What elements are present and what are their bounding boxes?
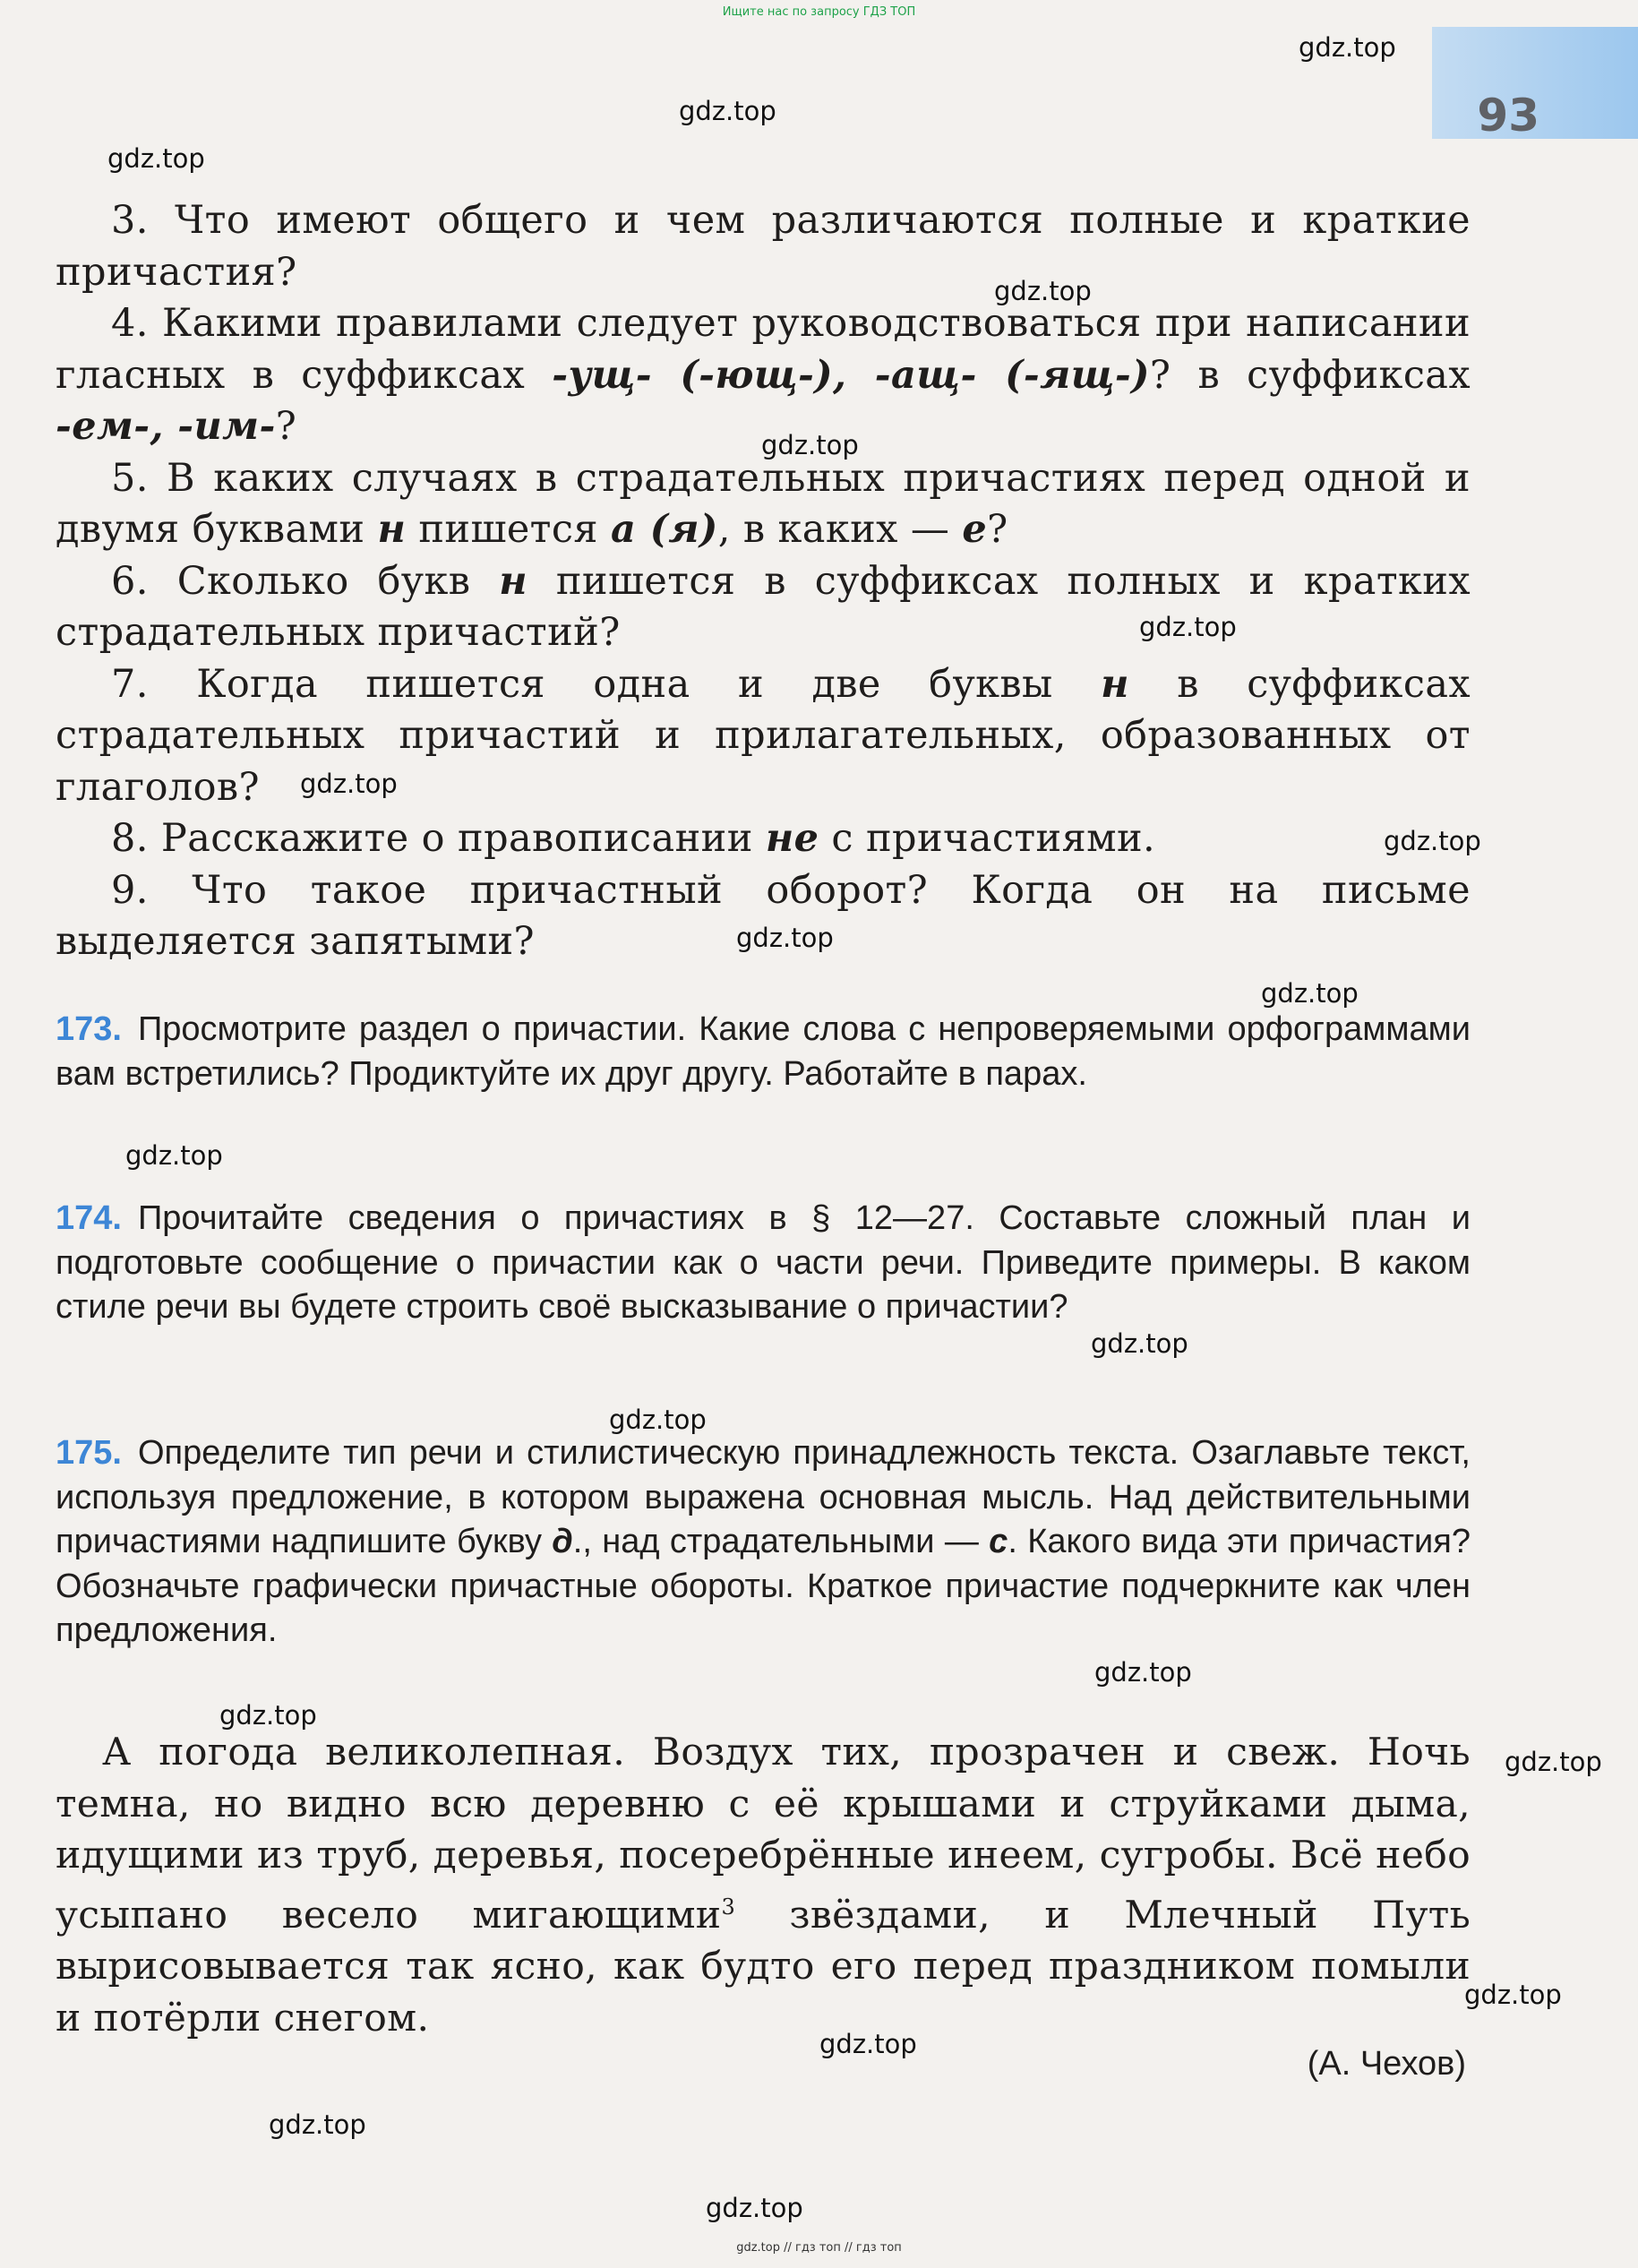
watermark: gdz.top (107, 143, 205, 174)
watermark: gdz.top (819, 2029, 917, 2059)
watermark: gdz.top (1299, 32, 1396, 63)
top-banner: Ищите нас по запросу ГДЗ ТОП (722, 5, 916, 19)
task-number: 175. (56, 1434, 122, 1472)
task-number: 174. (56, 1199, 122, 1237)
watermark: gdz.top (1139, 612, 1237, 642)
question-8: 8. Расскажите о правописании не с причастиями. (111, 816, 1156, 861)
watermark: gdz.top (761, 430, 859, 460)
watermark: gdz.top (1261, 978, 1359, 1009)
watermark: gdz.top (300, 769, 398, 799)
task-173: 173. Просмотрите раздел о причастии. Какие слова с непроверяемыми орфограммами вам встретились? Продиктуйте их друг другу. Работайте в парах. (56, 1010, 1471, 1093)
watermark: gdz.top (1094, 1657, 1192, 1688)
question-7: 7. Когда пишется одна и две буквы н в суффиксах страдательных причастий и прилагательных, образованных от глаголов? (56, 661, 1471, 810)
watermark: gdz.top (125, 1140, 223, 1171)
question-3: 3. Что имеют общего и чем различаются полные и краткие причастия? (56, 198, 1471, 295)
question-6: 6. Сколько букв н пишется в суффиксах полных и кратких страдательных причастий? (56, 558, 1471, 655)
watermark: gdz.top (1091, 1328, 1188, 1359)
watermark: gdz.top (1464, 1980, 1562, 2010)
footnote-mark: 3 (721, 1894, 736, 1920)
watermark: gdz.top (736, 923, 834, 953)
question-9: 9. Что такое причастный оборот? Когда он на письме выделяется запятыми? (56, 867, 1471, 964)
task-175: 175. Определите тип речи и стилистическую принадлежность текста. Озаглавьте текст, используя предложение, в котором выражена основная мысль. Над действительными причастиями надпишите букву д., над страдательными — с. Какого вида эти причастия? Обозначьте графически причастные обороты. Краткое причастие подчеркните как член предложения. (56, 1434, 1471, 1649)
task-174: 174. Прочитайте сведения о причастиях в § 12—27. Составьте сложный план и подготовьте сообщение о причастии как о части речи. Приведите примеры. В каком стиле речи вы будете строить своё высказывание о причастии? (56, 1199, 1471, 1326)
bottom-banner: gdz.top // гдз топ // гдз топ (736, 2241, 902, 2255)
watermark: gdz.top (994, 276, 1092, 306)
watermark: gdz.top (219, 1700, 317, 1731)
text-passage: А погода великолепная. Воздух тих, прозрачен и свеж. Ночь темна, но видно всю деревню с её крышами и струйками дыма, идущими из труб, деревья, посеребрённые инеем, сугробы. Всё небо усыпано весело мигающими$^3$ звёздами, и Млечный Путь вырисовывается так ясно, как будто его перед праздником помыли и потёрли снегом. (56, 1731, 1471, 2040)
watermark: gdz.top (706, 2193, 803, 2223)
question-5: 5. В каких случаях в страдательных причастиях перед одной и двумя буквами н пишется а (я), в каких — е? (56, 455, 1471, 552)
task-number: 173. (56, 1010, 122, 1048)
watermark: gdz.top (1384, 826, 1481, 856)
passage-author: (А. Чехов) (1307, 2045, 1466, 2083)
review-questions (56, 195, 1471, 968)
page-number: 93 (1477, 90, 1539, 142)
watermark: gdz.top (1505, 1747, 1602, 1777)
watermark: gdz.top (269, 2109, 366, 2140)
watermark: gdz.top (609, 1405, 707, 1435)
watermark: gdz.top (679, 96, 776, 126)
question-4: 4. Какими правилами следует руководствоваться при написании гласных в суффиксах -ущ- (-ющ-), -ащ- (-ящ-)? в суффиксах -ем-, -им-? (56, 301, 1471, 449)
